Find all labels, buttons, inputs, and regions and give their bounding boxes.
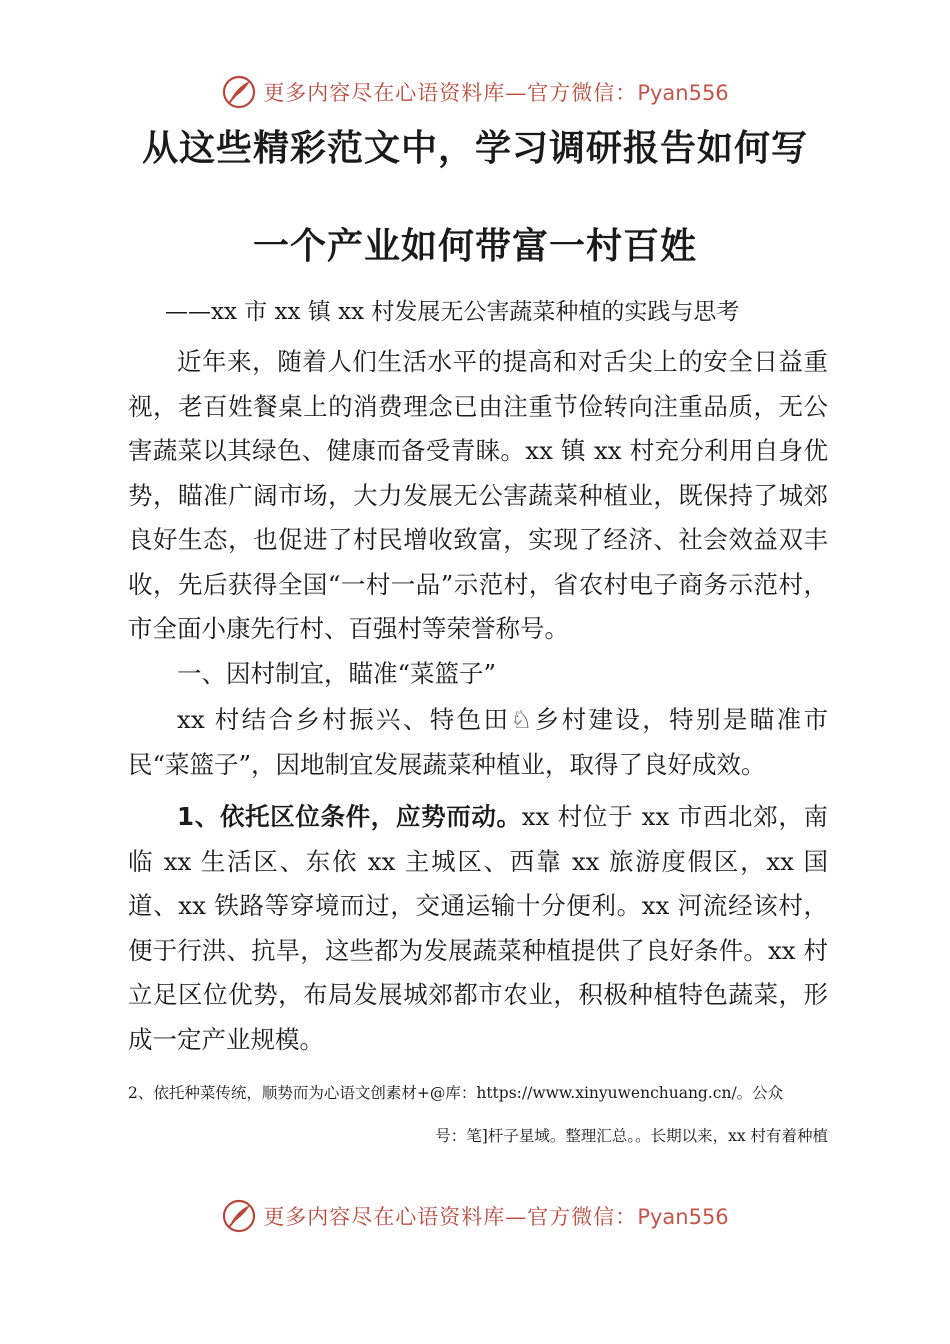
paragraph-location (128, 795, 828, 1062)
paragraph-section-one: xx 村结合乡村振兴、特色田♘乡村建设，特别是瞄准市民“菜篮子”，因地制宜发展蔬菜种植业，取得了良好成效。 (128, 705, 828, 779)
document-subtitle: 一个产业如何带富一村百姓 (252, 225, 697, 267)
watermark-footer (0, 1196, 950, 1236)
footnote-line-1: 2、依托种菜传统，顺势而为心语文创素材+@库：https://www.xinyuwenchuang.cn/。公众 (128, 1084, 784, 1102)
watermark-header (0, 72, 950, 112)
watermark-id: Pyan556 (637, 81, 729, 105)
section-heading-one: 一、因村制宜，瞄准“菜篮子” (177, 658, 497, 688)
quill-logo-icon (221, 74, 257, 110)
footnote-line-2: 号：笔]杆子星域。整理汇总。。长期以来，xx 村有着种植 (435, 1127, 828, 1145)
paragraph-intro: 近年来，随着人们生活水平的提高和对舌尖上的安全日益重视，老百姓餐桌上的消费理念已由注重节俭转向注重品质，无公害蔬菜以其绿色、健康而备受青睐。xx 镇 xx 村充分利用自身优势，瞄准广阔市场，大力发展无公害蔬菜种植业，既保持了城郊良好生态，也促进了村民增收致富，实现了经济、社会效益双丰收，先后获得全国“一村一品”示范村，省农村电子商务示范村，市全面小康先行村、百强村等荣誉称号。 (128, 347, 828, 643)
subsection-heading: 1、依托区位条件，应势而动。 (177, 802, 522, 831)
document-title: 从这些精彩范文中，学习调研报告如何写 (141, 127, 808, 169)
subsection-text: xx 村位于 xx 市西北郊，南临 xx 生活区、东依 xx 主城区、西靠 xx 旅游度假区，xx 国道、xx 铁路等穿境而过，交通运输十分便利。xx 河流经该村，便于行洪、抗旱，这些都为发展蔬菜种植提供了良好条件。xx 村立足区位优势，布局发展城郊都市农业，积极种植特色蔬菜，形成一定产业规模。 (128, 802, 828, 1054)
quill-logo-icon (221, 1198, 257, 1234)
watermark-id: Pyan556 (637, 1205, 729, 1229)
watermark-text: 更多内容尽在心语资料库—官方微信：Pyan556 (263, 1205, 729, 1229)
watermark-text: 更多内容尽在心语资料库—官方微信：Pyan556 (263, 81, 729, 105)
footnote-text (128, 1072, 828, 1158)
document-byline: ——xx 市 xx 镇 xx 村发展无公害蔬菜种植的实践与思考 (165, 299, 740, 325)
document-body (128, 340, 828, 1062)
